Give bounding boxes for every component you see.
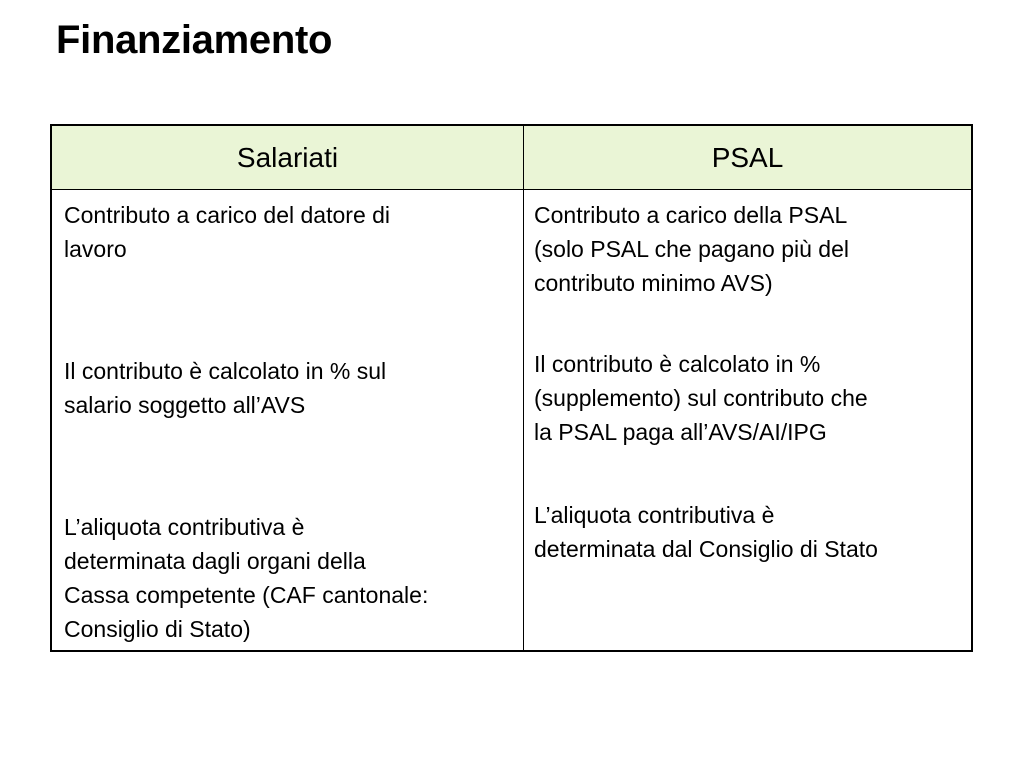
salariati-column <box>52 190 524 650</box>
salariati-rate-text: L’aliquota contributiva è determinata dagli organi della Cassa competente (CAF cantonale: Consiglio di Stato) <box>64 514 429 642</box>
header-psal: PSAL <box>524 126 971 190</box>
salariati-contributor-text: Contributo a carico del datore di lavoro <box>64 202 391 262</box>
psal-contributor-text: Contributo a carico della PSAL (solo PSAL che pagano più del contributo minimo AVS) <box>534 202 849 296</box>
comparison-table <box>50 124 973 652</box>
psal-rate-text: L’aliquota contributiva è determinata dal Consiglio di Stato <box>534 502 878 562</box>
salariati-calculation-text: Il contributo è calcolato in % sul salario soggetto all’AVS <box>64 358 387 418</box>
psal-column <box>524 190 971 650</box>
psal-calculation-text: Il contributo è calcolato in % (supplemento) sul contributo che la PSAL paga all’AVS/AI/IPG <box>534 351 868 445</box>
page-title: Finanziamento <box>56 18 333 62</box>
header-salariati: Salariati <box>52 126 524 190</box>
